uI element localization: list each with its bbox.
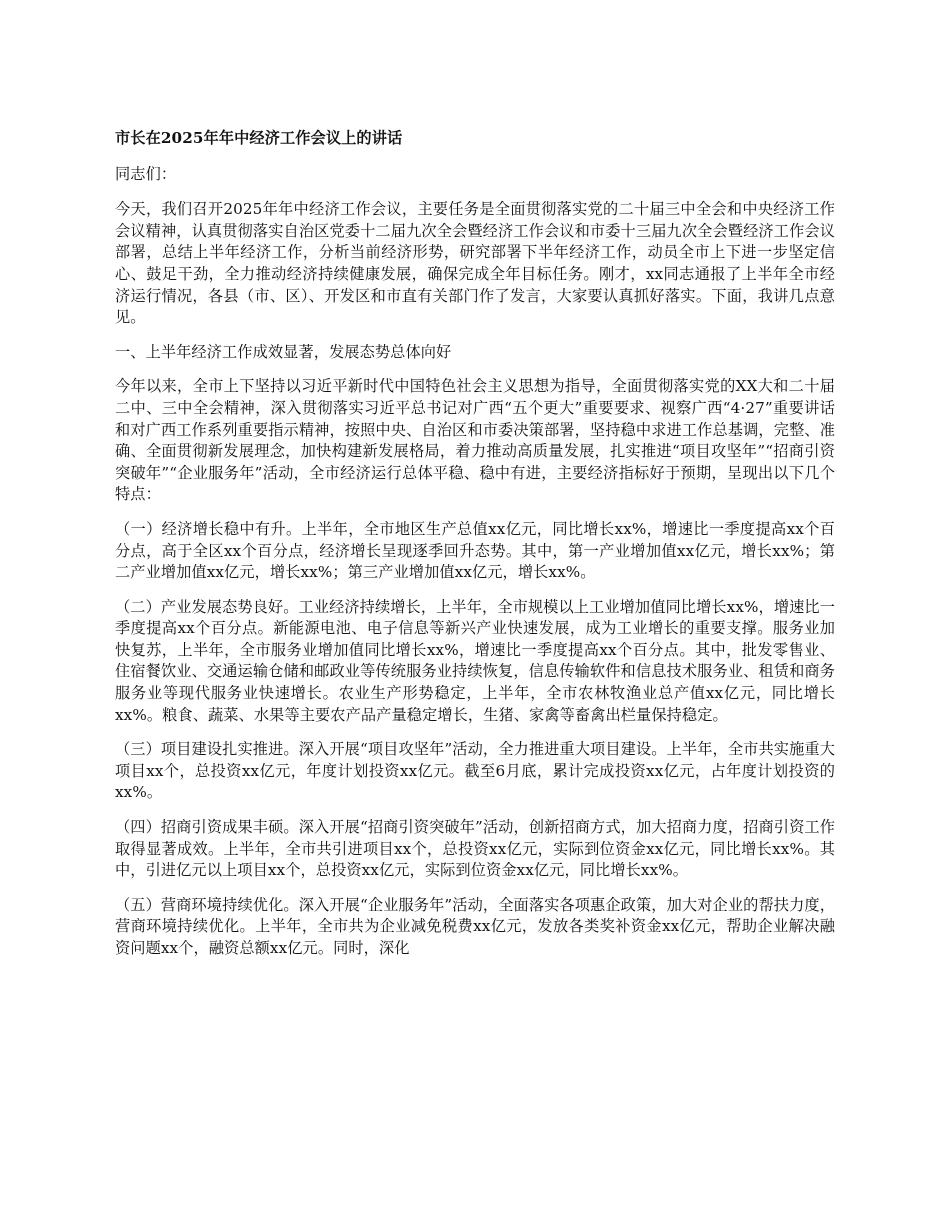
section-heading-1: 一、上半年经济工作成效显著，发展态势总体向好 xyxy=(115,342,452,361)
paragraph-point-2: （二）产业发展态势良好。工业经济持续增长，上半年，全市规模以上工业增加值同比增长xx%，增速比一季度提高xx个百分点。新能源电池、电子信息等新兴产业快速发展，成为工业增长的重要支撑。服务业加快复苏，上半年，全市服务业增加值同比增长xx%，增速比一季度提高xx个百分点。其中，批发零售业、住宿餐饮业、交通运输仓储和邮政业等传统服务业持续恢复，信息传输软件和信息技术服务业、租赁和商务服务业等现代服务业快速增长。农业生产形势稳定，上半年，全市农林牧渔业总产值xx亿元，同比增长xx%。粮食、蔬菜、水果等主要农产品产量稳定增长，生猪、家禽等畜禽出栏量保持稳定。 xyxy=(115,597,835,724)
paragraph-point-3: （三）项目建设扎实推进。深入开展“项目攻坚年”活动，全力推进重大项目建设。上半年，全市共实施重大项目xx个，总投资xx亿元，年度计划投资xx亿元。截至6月底，累计完成投资xx亿元，占年度计划投资的xx%。 xyxy=(115,740,835,802)
paragraph-point-1: （一）经济增长稳中有升。上半年，全市地区生产总值xx亿元，同比增长xx%，增速比一季度提高xx个百分点，高于全区xx个百分点，经济增长呈现逐季回升态势。其中，第一产业增加值xx亿元，增长xx%；第二产业增加值xx亿元，增长xx%；第三产业增加值xx亿元，增长xx%。 xyxy=(115,519,835,582)
document-title: 市长在2025年年中经济工作会议上的讲话 xyxy=(115,129,403,147)
salutation: 同志们： xyxy=(115,164,177,183)
paragraph-intro: 今天，我们召开2025年年中经济工作会议，主要任务是全面贯彻落实党的二十届三中全会和中央经济工作会议精神，认真贯彻落实自治区党委十二届九次全会暨经济工作会议和市委十三届九次全会暨经济工作会议部署，总结上半年经济工作，分析当前经济形势，研究部署下半年经济工作，动员全市上下进一步坚定信心、鼓足干劲，全力推动经济持续健康发展，确保完成全年目标任务。刚才，xx同志通报了上半年全市经济运行情况，各县（市、区）、开发区和市直有关部门作了发言，大家要认真抓好落实。下面，我讲几点意见。 xyxy=(115,200,835,327)
paragraph-overview: 今年以来，全市上下坚持以习近平新时代中国特色社会主义思想为指导，全面贯彻落实党的XX大和二十届二中、三中全会精神，深入贯彻落实习近平总书记对广西“五个更大”重要要求、视察广西“4·27”重要讲话和对广西工作系列重要指示精神，按照中央、自治区和市委决策部署，坚持稳中求进工作总基调，完整、准确、全面贯彻新发展理念，加快构建新发展格局，着力推动高质量发展，扎实推进“项目攻坚年”“招商引资突破年”“企业服务年”活动，全市经济运行总体平稳、稳中有进，主要经济指标好于预期，呈现出以下几个特点： xyxy=(115,377,835,504)
paragraph-point-4: （四）招商引资成果丰硕。深入开展“招商引资突破年”活动，创新招商方式，加大招商力度，招商引资工作取得显著成效。上半年，全市共引进项目xx个，总投资xx亿元，实际到位资金xx亿元，同比增长xx%。其中，引进亿元以上项目xx个，总投资xx亿元，实际到位资金xx亿元，同比增长xx%。 xyxy=(115,818,835,880)
paragraph-point-5: （五）营商环境持续优化。深入开展“企业服务年”活动，全面落实各项惠企政策，加大对企业的帮扶力度，营商环境持续优化。上半年，全市共为企业减免税费xx亿元，发放各类奖补资金xx亿元，帮助企业解决融资问题xx个，融资总额xx亿元。同时，深化 xyxy=(115,895,835,957)
document-page xyxy=(115,128,835,973)
